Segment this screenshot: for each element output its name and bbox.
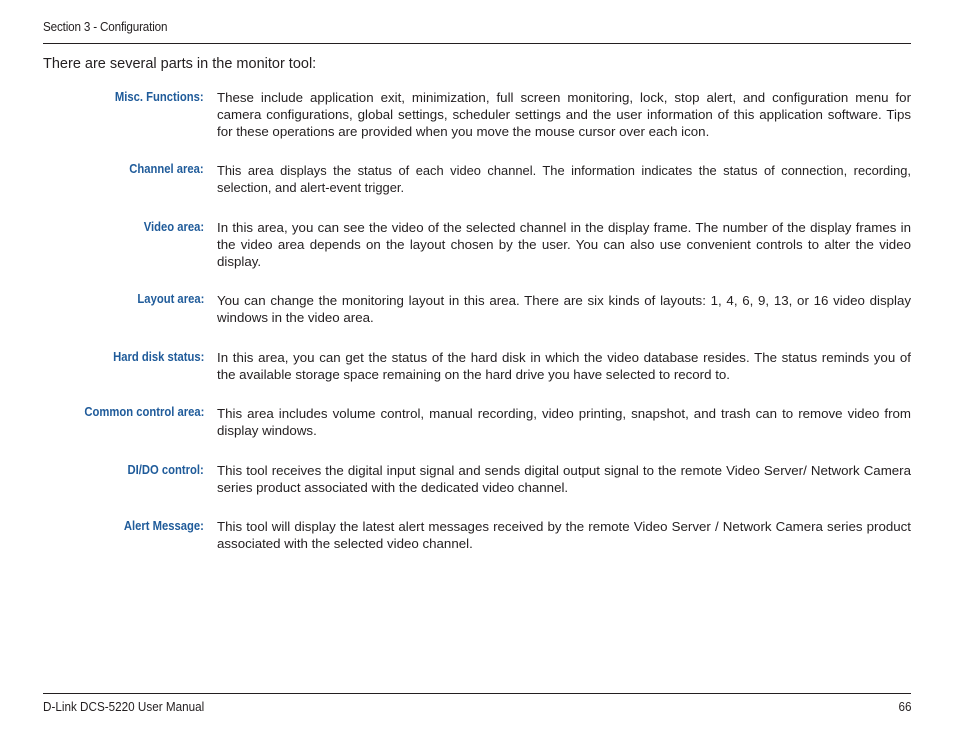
section-header: Section 3 - Configuration xyxy=(43,19,168,34)
term-misc-functions: Misc. Functions: xyxy=(115,90,204,104)
term-channel-area: Channel area: xyxy=(129,162,204,176)
definition-layout-area: You can change the monitoring layout in this area. There are six kinds of layouts: 1, 4, 6, 9, 13, or 16 video display windows in the video area. xyxy=(217,293,911,325)
term-layout-area: Layout area: xyxy=(137,292,204,306)
definition-channel-area: This area displays the status of each video channel. The information indicates the status of connection, recording, selection, and alert-event trigger. xyxy=(217,163,911,195)
footer-divider xyxy=(43,693,911,694)
definition-hard-disk-status: In this area, you can get the status of the hard disk in which the video database resides. The status reminds you of the available storage space remaining on the hard drive you have selected to record to. xyxy=(217,350,911,382)
intro-text: There are several parts in the monitor tool: xyxy=(43,56,317,72)
definition-common-control-area: This area includes volume control, manual recording, video printing, snapshot, and trash can to remove video from display windows. xyxy=(217,406,911,438)
definition-di-do-control: This tool receives the digital input signal and sends digital output signal to the remote Video Server/ Network Camera series product associated with the dedicated video channel. xyxy=(217,463,911,495)
page-number: 66 xyxy=(897,699,911,714)
term-video-area: Video area: xyxy=(143,220,204,234)
term-alert-message: Alert Message: xyxy=(123,519,204,533)
header-divider xyxy=(43,43,911,44)
term-hard-disk-status: Hard disk status: xyxy=(112,350,204,364)
definition-alert-message: This tool will display the latest alert messages received by the remote Video Server / Network Camera series product associated with the selected video channel. xyxy=(217,519,911,551)
definition-video-area: In this area, you can see the video of the selected channel in the display frame. The number of the display frames in the video area depends on the layout chosen by the user. You can also use convenient controls to alter the video display. xyxy=(217,220,911,269)
footer-manual-title: D-Link DCS-5220 User Manual xyxy=(43,699,205,714)
definition-misc-functions: These include application exit, minimization, full screen monitoring, lock, stop alert, and configuration menu for camera configurations, global settings, scheduler settings and the user information of this application software. Tips for these operations are provided when you move the mouse cursor over each icon. xyxy=(217,90,911,139)
term-common-control-area: Common control area: xyxy=(83,405,204,419)
term-di-do-control: DI/DO control: xyxy=(127,463,204,477)
